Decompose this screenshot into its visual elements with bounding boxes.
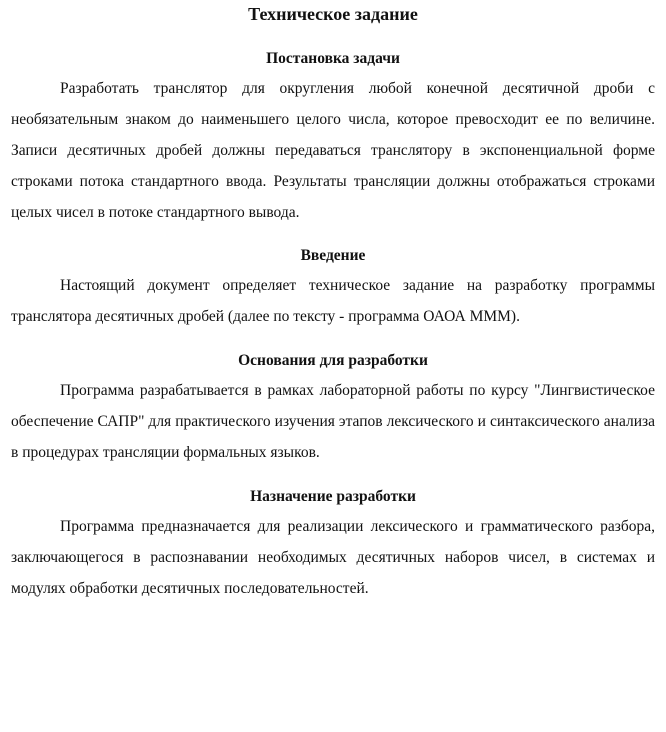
section-paragraph: Программа разрабатывается в рамках лабораторной работы по курсу "Лингвистическое обеспечение САПР" для практического изучения этапов лексического и синтаксического анализа в процедурах трансляции формальных языков. — [11, 382, 655, 461]
section-paragraph: Настоящий документ определяет техническое задание на разработку программы транслятора десятичных дробей (далее по тексту - программа ОАОА МММ). — [11, 277, 655, 325]
section-paragraph: Разработать транслятор для округления любой конечной десятичной дроби с необязательным знаком до наименьшего целого числа, которое превосходит ее по величине. Записи десятичных дробей должны передаваться транслятору в экспоненциальной форме строками потока стандартного ввода. Результаты трансляции должны отображаться строками целых чисел в потоке стандартного вывода. — [11, 80, 655, 221]
section-heading: Назначение разработки — [250, 488, 416, 505]
section-problem-statement — [11, 49, 655, 228]
section-heading: Постановка задачи — [266, 50, 400, 67]
section-purpose — [11, 487, 655, 604]
section-heading: Введение — [300, 247, 366, 264]
section-heading: Основания для разработки — [238, 352, 428, 369]
section-grounds — [11, 351, 655, 468]
document-title: Техническое задание — [248, 4, 418, 24]
section-introduction — [11, 246, 655, 332]
section-paragraph: Программа предназначается для реализации лексического и грамматического разбора, заключающегося в распознавании необходимых десятичных наборов чисел, в системах и модулях обработки десятичных последовательностей. — [11, 518, 655, 597]
